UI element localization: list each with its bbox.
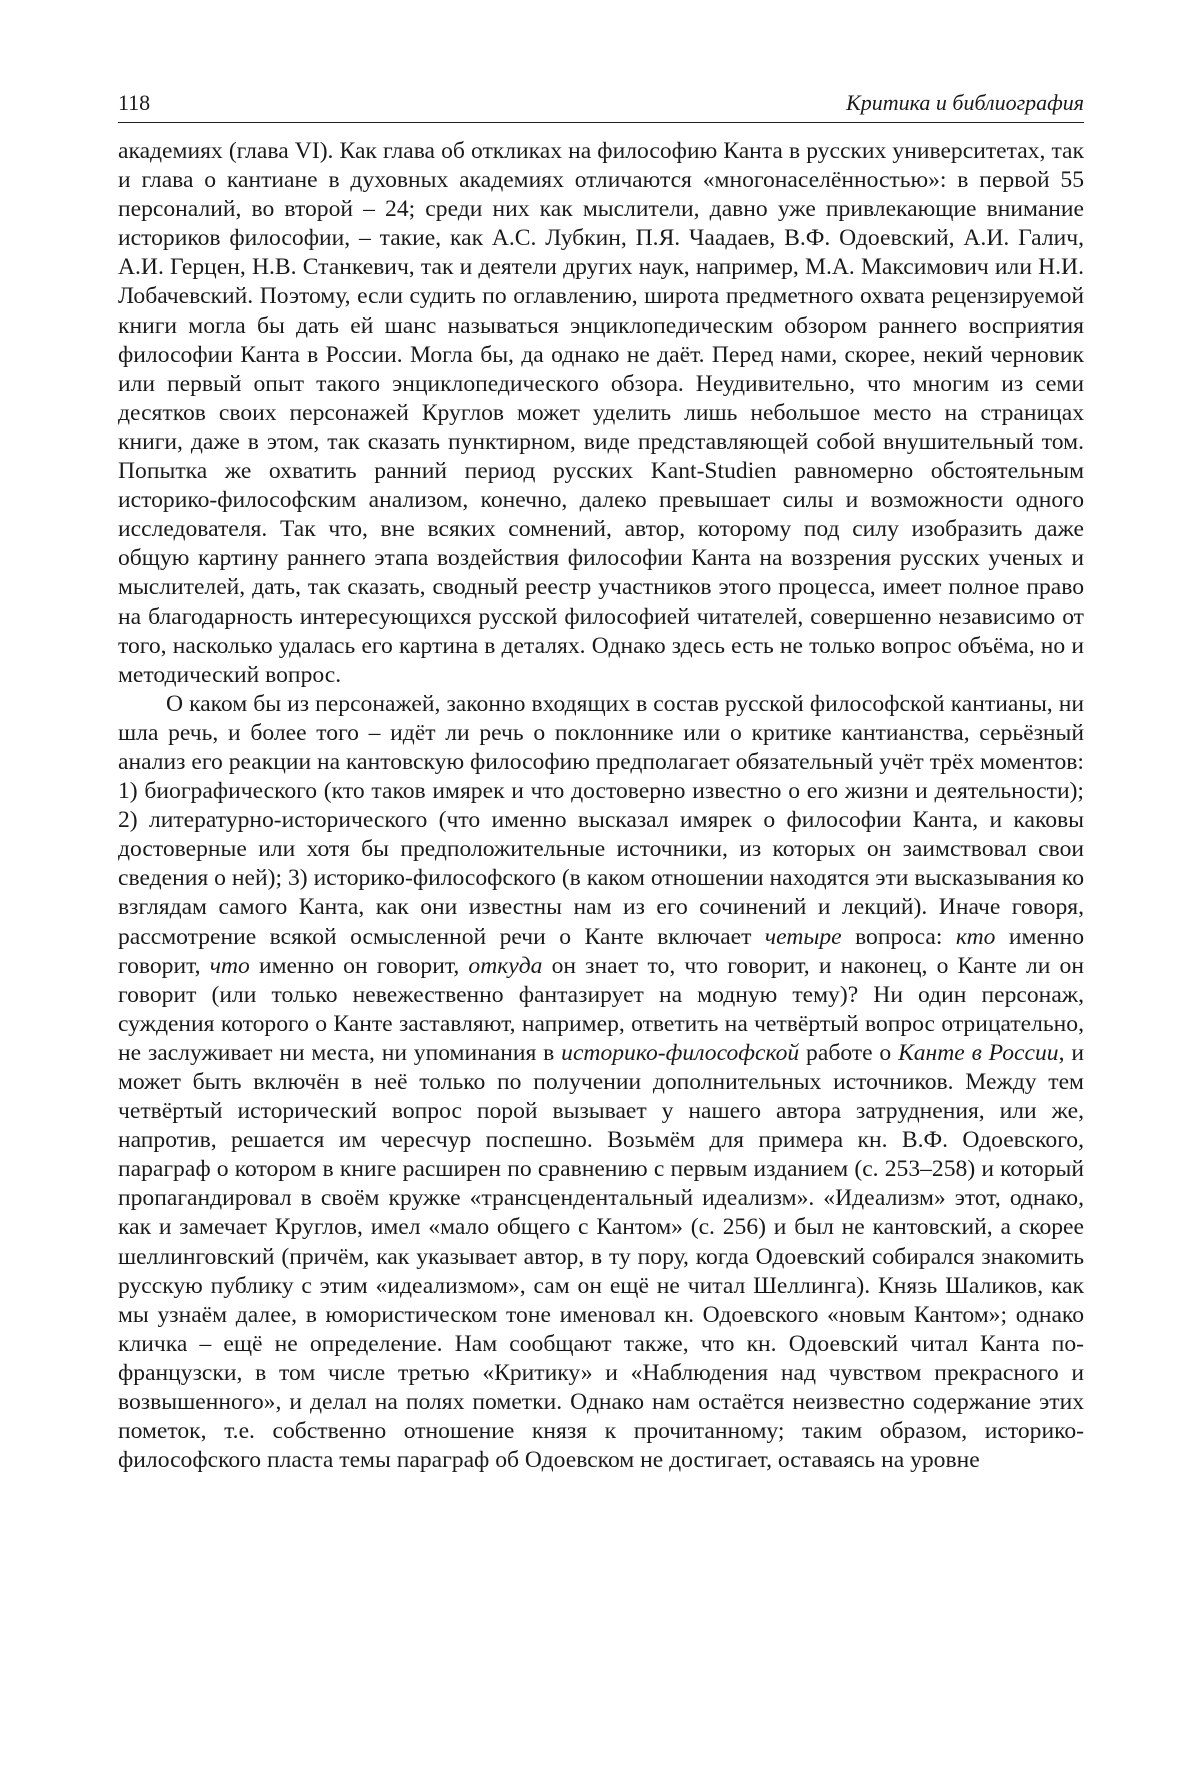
emphasis-otkuda: откуда [468,952,543,979]
emphasis-chto: что [209,952,250,979]
emphasis-chetyre: четыре [764,923,842,950]
page-number: 118 [118,90,151,115]
paragraph-2-text: вопроса: [855,923,943,950]
running-head [118,82,1084,123]
emphasis-istoriko-filosofskoy: историко-философской [561,1039,800,1066]
body-text [118,137,1084,1475]
paragraph-2 [118,690,1084,1476]
paragraph-2-text: он знает то, что говорит, и наконец, о Канте ли он говорит (или только невежественно фантазирует на модную тему)? Ни один персонаж, суждения которого о Канте заставляют, например, ответить на четвёртый вопрос отрицательно, не заслуживает ни места, ни упоминания в [118,952,1084,1066]
page [118,82,1084,1475]
paragraph-2-text: именно говорит, [118,923,1084,979]
paragraph-2-text: , и может быть включён в неё только по получении дополнительных источников. Между тем четвёртый исторический вопрос порой вызывает у нашего автора затруднения, или же, напротив, решается им чересчур поспешно. Возьмём для примера кн. В.Ф. Одоевского, параграф о котором в книге расширен по сравнению с первым изданием (с. 253–258) и который пропагандировал в своём кружке «трансцендентальный идеализм». «Идеализм» этот, однако, как и замечает Круглов, имел «мало общего с Кантом» (с. 256) и был не кантовский, а скорее шеллинговский (причём, как указывает автор, в ту пору, когда Одоевский собирался знакомить русскую публику с этим «идеализмом», сам он ещё не читал Шеллинга). Князь Шаликов, как мы узнаём далее, в юмористическом тоне именовал кн. Одоевского «новым Кантом»; однако кличка – ещё не определение. Нам сообщают также, что кн. Одоевский читал Канта по-французски, в том числе третью «Критику» и «Наблюдения над чувством прекрасного и возвышенного», и делал на полях пометки. Однако нам остаётся неизвестно содержание этих пометок, т.е. собственно отношение князя к прочитанному; таким образом, историко-философского пласта темы параграф об Одоевском не достигает, оставаясь на уровне [118,1039,1084,1474]
paragraph-2-text: О каком бы из персонажей, законно входящих в состав русской философской кантианы, ни шла речь, и более того – идёт ли речь о поклоннике или о критике кантианства, серьёзный анализ его реакции на кантовскую философию предполагает обязательный учёт трёх моментов: 1) биографического (кто таков имярек и что достоверно известно о его жизни и деятельности); 2) литературно-исторического (что именно высказал имярек о философии Канта, и каковы достоверные или хотя бы предположительные источники, из которых он заимствовал свои сведения о ней); 3) историко-философского (в каком отношении находятся эти высказывания ко взглядам самого Канта, как они известны нам из его сочинений и лекций). Иначе говоря, рассмотрение всякой осмысленной речи о Канте включает [118,690,1084,950]
running-title: Критика и библиография [846,90,1084,115]
paragraph-1: академиях (глава VI). Как глава об откликах на философию Канта в русских университетах, так и глава о кантиане в духовных академиях отличаются «многонаселённостью»: в первой 55 персоналий, во второй – 24; среди них как мыслители, давно уже привлекающие внимание историков философии, – такие, как А.С. Лубкин, П.Я. Чаадаев, В.Ф. Одоевский, А.И. Галич, А.И. Герцен, Н.В. Станкевич, так и деятели других наук, например, М.А. Максимович или Н.И. Лобачевский. Поэтому, если судить по оглавлению, широта предметного охвата рецензируемой книги могла бы дать ей шанс называться энциклопедическим обзором раннего восприятия философии Канта в России. Могла бы, да однако не даёт. Перед нами, скорее, некий черновик или первый опыт такого энциклопедического обзора. Неудивительно, что многим из семи десятков своих персонажей Круглов может уделить лишь небольшое место на страницах книги, даже в этом, так сказать пунктирном, виде представляющей собой внушительный том. Попытка же охватить ранний период русских Kant-Studien равномерно обстоятельным историко-философским анализом, конечно, далеко превышает силы и возможности одного исследователя. Так что, вне всяких сомнений, автор, которому под силу изобразить даже общую картину раннего этапа воздействия философии Канта на воззрения русских ученых и мыслителей, дать, так сказать, сводный реестр участников этого процесса, имеет полное право на благодарность интересующихся русской философией читателей, совершенно независимо от того, насколько удалась его картина в деталях. Однако здесь есть не только вопрос объёма, но и методический вопрос. [118,138,1084,688]
emphasis-kto: кто [955,923,996,950]
paragraph-2-text: работе о [806,1039,892,1066]
paragraph-2-text: именно он говорит, [258,952,460,979]
emphasis-kante-v-rossii: Канте в России [898,1039,1059,1066]
